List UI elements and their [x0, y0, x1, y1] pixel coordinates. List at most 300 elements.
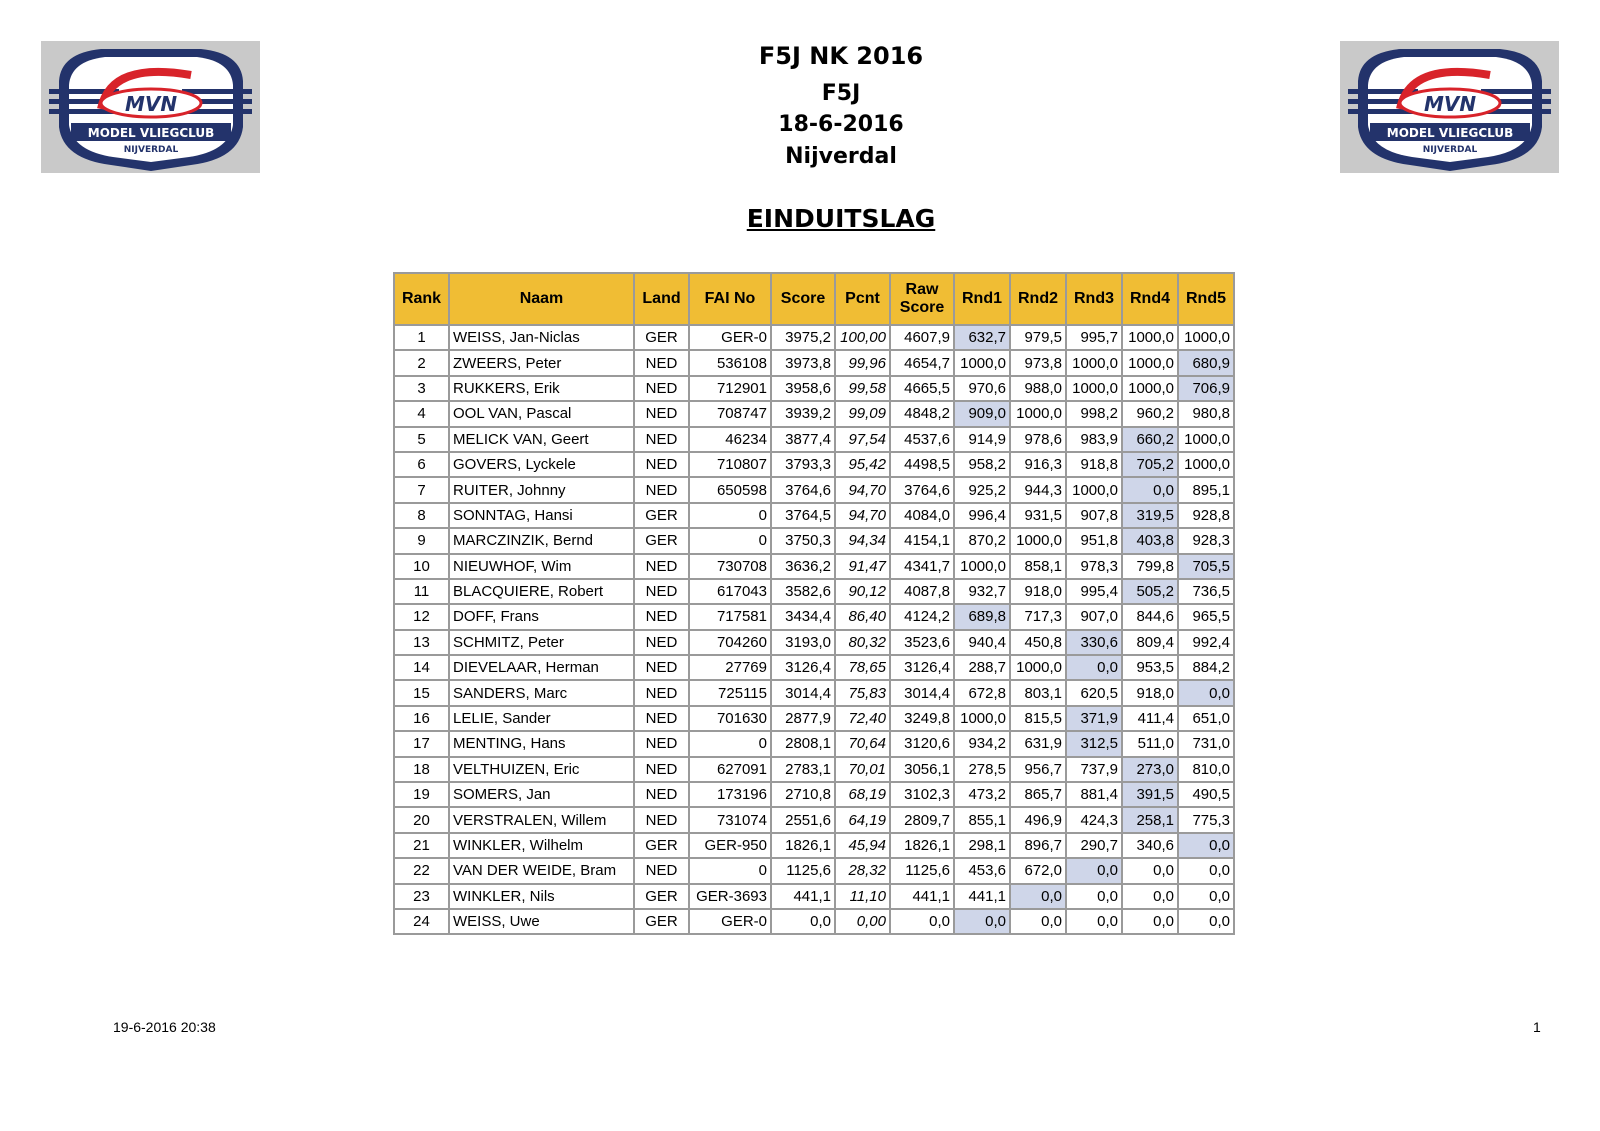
rank-cell: 16: [394, 706, 449, 731]
round-3-cell: 881,4: [1066, 782, 1122, 807]
pcnt-cell: 99,09: [835, 401, 890, 426]
name-cell: DOFF, Frans: [449, 604, 634, 629]
round-5-cell: 0,0: [1178, 884, 1234, 909]
fai-cell: 717581: [689, 604, 771, 629]
name-cell: WEISS, Uwe: [449, 909, 634, 934]
country-cell: GER: [634, 325, 689, 350]
score-cell: 2877,9: [771, 706, 835, 731]
table-row: [394, 350, 1234, 375]
round-5-cell: 651,0: [1178, 706, 1234, 731]
round-1-cell: 970,6: [954, 376, 1010, 401]
round-1-cell: 958,2: [954, 452, 1010, 477]
table-row: [394, 807, 1234, 832]
footer-timestamp: 19-6-2016 20:38: [113, 1019, 216, 1035]
round-3-cell: 0,0: [1066, 909, 1122, 934]
pcnt-cell: 99,96: [835, 350, 890, 375]
round-2-cell: 1000,0: [1010, 401, 1066, 426]
round-3-cell: 907,0: [1066, 604, 1122, 629]
round-2-cell: 896,7: [1010, 833, 1066, 858]
table-row: [394, 757, 1234, 782]
round-1-cell: 298,1: [954, 833, 1010, 858]
round-5-cell: 705,5: [1178, 554, 1234, 579]
score-cell: 2783,1: [771, 757, 835, 782]
svg-text:MVN: MVN: [1423, 92, 1477, 116]
round-4-cell: 0,0: [1122, 858, 1178, 883]
col-header: Rank: [394, 273, 449, 325]
name-cell: BLACQUIERE, Robert: [449, 579, 634, 604]
table-row: [394, 782, 1234, 807]
col-header: Rnd2: [1010, 273, 1066, 325]
pcnt-cell: 72,40: [835, 706, 890, 731]
round-1-cell: 1000,0: [954, 706, 1010, 731]
raw-score-cell: 4498,5: [890, 452, 954, 477]
table-row: [394, 909, 1234, 934]
round-5-cell: 928,8: [1178, 503, 1234, 528]
round-5-cell: 965,5: [1178, 604, 1234, 629]
round-5-cell: 1000,0: [1178, 452, 1234, 477]
pcnt-cell: 64,19: [835, 807, 890, 832]
raw-score-cell: 4084,0: [890, 503, 954, 528]
round-4-cell: 844,6: [1122, 604, 1178, 629]
round-2-cell: 803,1: [1010, 680, 1066, 705]
rank-cell: 11: [394, 579, 449, 604]
rank-cell: 7: [394, 477, 449, 502]
round-2-cell: 717,3: [1010, 604, 1066, 629]
round-3-cell: 995,7: [1066, 325, 1122, 350]
name-cell: VERSTRALEN, Willem: [449, 807, 634, 832]
col-header: Rnd4: [1122, 273, 1178, 325]
footer-page-number: 1: [1533, 1019, 1541, 1035]
table-header-row: [394, 273, 1234, 325]
raw-score-cell: 3120,6: [890, 731, 954, 756]
round-4-cell: 960,2: [1122, 401, 1178, 426]
col-header: Land: [634, 273, 689, 325]
raw-score-cell: 1125,6: [890, 858, 954, 883]
pcnt-cell: 75,83: [835, 680, 890, 705]
round-4-cell: 799,8: [1122, 554, 1178, 579]
round-4-cell: 0,0: [1122, 477, 1178, 502]
pcnt-cell: 80,32: [835, 630, 890, 655]
round-1-cell: 473,2: [954, 782, 1010, 807]
round-2-cell: 944,3: [1010, 477, 1066, 502]
round-3-cell: 290,7: [1066, 833, 1122, 858]
country-cell: NED: [634, 731, 689, 756]
score-cell: 3434,4: [771, 604, 835, 629]
round-3-cell: 978,3: [1066, 554, 1122, 579]
round-1-cell: 914,9: [954, 427, 1010, 452]
pcnt-cell: 70,01: [835, 757, 890, 782]
name-cell: RUITER, Johnny: [449, 477, 634, 502]
pcnt-cell: 90,12: [835, 579, 890, 604]
name-cell: MARCZINZIK, Bernd: [449, 528, 634, 553]
round-4-cell: 0,0: [1122, 884, 1178, 909]
svg-text:NIJVERDAL: NIJVERDAL: [123, 145, 179, 155]
rank-cell: 21: [394, 833, 449, 858]
round-1-cell: 441,1: [954, 884, 1010, 909]
round-3-cell: 0,0: [1066, 655, 1122, 680]
col-header: Score: [771, 273, 835, 325]
round-4-cell: 809,4: [1122, 630, 1178, 655]
round-4-cell: 340,6: [1122, 833, 1178, 858]
raw-score-cell: 3249,8: [890, 706, 954, 731]
country-cell: NED: [634, 604, 689, 629]
country-cell: NED: [634, 427, 689, 452]
round-1-cell: 870,2: [954, 528, 1010, 553]
round-5-cell: 928,3: [1178, 528, 1234, 553]
pcnt-cell: 94,70: [835, 477, 890, 502]
round-5-cell: 731,0: [1178, 731, 1234, 756]
rank-cell: 3: [394, 376, 449, 401]
table-row: [394, 858, 1234, 883]
name-cell: ZWEERS, Peter: [449, 350, 634, 375]
event-class: F5J: [821, 81, 861, 106]
page-subtitle: EINDUITSLAG: [746, 204, 936, 233]
round-5-cell: 895,1: [1178, 477, 1234, 502]
table-row: [394, 325, 1234, 350]
pcnt-cell: 70,64: [835, 731, 890, 756]
round-2-cell: 815,5: [1010, 706, 1066, 731]
pcnt-cell: 94,34: [835, 528, 890, 553]
results-table: [393, 272, 1235, 935]
name-cell: LELIE, Sander: [449, 706, 634, 731]
round-2-cell: 956,7: [1010, 757, 1066, 782]
raw-score-cell: 4154,1: [890, 528, 954, 553]
raw-score-cell: 3126,4: [890, 655, 954, 680]
table-row: [394, 554, 1234, 579]
country-cell: NED: [634, 858, 689, 883]
score-cell: 3750,3: [771, 528, 835, 553]
round-3-cell: 995,4: [1066, 579, 1122, 604]
raw-score-cell: 4124,2: [890, 604, 954, 629]
country-cell: NED: [634, 630, 689, 655]
raw-score-cell: 441,1: [890, 884, 954, 909]
round-1-cell: 453,6: [954, 858, 1010, 883]
pcnt-cell: 97,54: [835, 427, 890, 452]
round-4-cell: 505,2: [1122, 579, 1178, 604]
score-cell: 2808,1: [771, 731, 835, 756]
round-4-cell: 403,8: [1122, 528, 1178, 553]
country-cell: NED: [634, 782, 689, 807]
score-cell: 3958,6: [771, 376, 835, 401]
fai-cell: GER-950: [689, 833, 771, 858]
round-3-cell: 951,8: [1066, 528, 1122, 553]
score-cell: 2710,8: [771, 782, 835, 807]
raw-score-cell: 3523,6: [890, 630, 954, 655]
name-cell: RUKKERS, Erik: [449, 376, 634, 401]
score-cell: 2551,6: [771, 807, 835, 832]
table-row: [394, 528, 1234, 553]
event-location: Nijverdal: [785, 144, 897, 169]
round-1-cell: 940,4: [954, 630, 1010, 655]
name-cell: SANDERS, Marc: [449, 680, 634, 705]
round-2-cell: 0,0: [1010, 884, 1066, 909]
round-3-cell: 312,5: [1066, 731, 1122, 756]
round-4-cell: 1000,0: [1122, 325, 1178, 350]
round-4-cell: 918,0: [1122, 680, 1178, 705]
raw-score-cell: 4087,8: [890, 579, 954, 604]
fai-cell: 725115: [689, 680, 771, 705]
round-4-cell: 0,0: [1122, 909, 1178, 934]
fai-cell: 0: [689, 503, 771, 528]
round-3-cell: 1000,0: [1066, 350, 1122, 375]
fai-cell: 536108: [689, 350, 771, 375]
fai-cell: 650598: [689, 477, 771, 502]
round-2-cell: 672,0: [1010, 858, 1066, 883]
round-3-cell: 998,2: [1066, 401, 1122, 426]
name-cell: SOMERS, Jan: [449, 782, 634, 807]
score-cell: 3793,3: [771, 452, 835, 477]
rank-cell: 8: [394, 503, 449, 528]
country-cell: NED: [634, 376, 689, 401]
country-cell: GER: [634, 884, 689, 909]
round-3-cell: 330,6: [1066, 630, 1122, 655]
rank-cell: 13: [394, 630, 449, 655]
fai-cell: GER-3693: [689, 884, 771, 909]
rank-cell: 14: [394, 655, 449, 680]
raw-score-cell: 4607,9: [890, 325, 954, 350]
pcnt-cell: 68,19: [835, 782, 890, 807]
round-2-cell: 631,9: [1010, 731, 1066, 756]
fai-cell: 617043: [689, 579, 771, 604]
name-cell: GOVERS, Lyckele: [449, 452, 634, 477]
score-cell: 3582,6: [771, 579, 835, 604]
round-5-cell: 680,9: [1178, 350, 1234, 375]
event-title: F5J NK 2016: [758, 42, 924, 70]
score-cell: 3764,5: [771, 503, 835, 528]
round-1-cell: 855,1: [954, 807, 1010, 832]
fai-cell: 173196: [689, 782, 771, 807]
col-header: Raw Score: [890, 273, 954, 325]
round-3-cell: 1000,0: [1066, 376, 1122, 401]
score-cell: 0,0: [771, 909, 835, 934]
score-cell: 3193,0: [771, 630, 835, 655]
country-cell: GER: [634, 833, 689, 858]
table-row: [394, 477, 1234, 502]
round-2-cell: 496,9: [1010, 807, 1066, 832]
round-4-cell: 660,2: [1122, 427, 1178, 452]
round-5-cell: 0,0: [1178, 680, 1234, 705]
table-row: [394, 604, 1234, 629]
name-cell: DIEVELAAR, Herman: [449, 655, 634, 680]
round-2-cell: 979,5: [1010, 325, 1066, 350]
rank-cell: 9: [394, 528, 449, 553]
table-row: [394, 731, 1234, 756]
fai-cell: 701630: [689, 706, 771, 731]
score-cell: 1125,6: [771, 858, 835, 883]
rank-cell: 17: [394, 731, 449, 756]
round-5-cell: 980,8: [1178, 401, 1234, 426]
svg-text:NIJVERDAL: NIJVERDAL: [1422, 145, 1478, 155]
table-row: [394, 427, 1234, 452]
round-1-cell: 996,4: [954, 503, 1010, 528]
rank-cell: 1: [394, 325, 449, 350]
name-cell: NIEUWHOF, Wim: [449, 554, 634, 579]
round-2-cell: 931,5: [1010, 503, 1066, 528]
raw-score-cell: 1826,1: [890, 833, 954, 858]
table-row: [394, 376, 1234, 401]
round-4-cell: 258,1: [1122, 807, 1178, 832]
country-cell: NED: [634, 655, 689, 680]
round-3-cell: 0,0: [1066, 858, 1122, 883]
round-4-cell: 273,0: [1122, 757, 1178, 782]
pcnt-cell: 0,00: [835, 909, 890, 934]
table-row: [394, 630, 1234, 655]
pcnt-cell: 45,94: [835, 833, 890, 858]
rank-cell: 10: [394, 554, 449, 579]
country-cell: NED: [634, 477, 689, 502]
round-2-cell: 1000,0: [1010, 528, 1066, 553]
fai-cell: 710807: [689, 452, 771, 477]
col-header: Pcnt: [835, 273, 890, 325]
table-row: [394, 680, 1234, 705]
raw-score-cell: 4848,2: [890, 401, 954, 426]
score-cell: 1826,1: [771, 833, 835, 858]
svg-text:MVN: MVN: [124, 92, 178, 116]
pcnt-cell: 94,70: [835, 503, 890, 528]
round-1-cell: 672,8: [954, 680, 1010, 705]
fai-cell: 0: [689, 858, 771, 883]
pcnt-cell: 11,10: [835, 884, 890, 909]
rank-cell: 24: [394, 909, 449, 934]
round-5-cell: 490,5: [1178, 782, 1234, 807]
name-cell: SONNTAG, Hansi: [449, 503, 634, 528]
round-2-cell: 918,0: [1010, 579, 1066, 604]
fai-cell: 627091: [689, 757, 771, 782]
round-1-cell: 909,0: [954, 401, 1010, 426]
raw-score-cell: 3102,3: [890, 782, 954, 807]
country-cell: NED: [634, 807, 689, 832]
round-4-cell: 391,5: [1122, 782, 1178, 807]
table-row: [394, 833, 1234, 858]
round-4-cell: 319,5: [1122, 503, 1178, 528]
fai-cell: 27769: [689, 655, 771, 680]
fai-cell: GER-0: [689, 325, 771, 350]
round-5-cell: 775,3: [1178, 807, 1234, 832]
raw-score-cell: 2809,7: [890, 807, 954, 832]
table-row: [394, 706, 1234, 731]
country-cell: GER: [634, 528, 689, 553]
col-header: Rnd5: [1178, 273, 1234, 325]
fai-cell: GER-0: [689, 909, 771, 934]
round-1-cell: 632,7: [954, 325, 1010, 350]
results-body: [394, 325, 1234, 934]
round-5-cell: 884,2: [1178, 655, 1234, 680]
col-header: Rnd3: [1066, 273, 1122, 325]
country-cell: NED: [634, 757, 689, 782]
country-cell: NED: [634, 401, 689, 426]
round-2-cell: 865,7: [1010, 782, 1066, 807]
round-2-cell: 973,8: [1010, 350, 1066, 375]
pcnt-cell: 86,40: [835, 604, 890, 629]
round-1-cell: 925,2: [954, 477, 1010, 502]
table-row: [394, 655, 1234, 680]
round-3-cell: 620,5: [1066, 680, 1122, 705]
raw-score-cell: 3764,6: [890, 477, 954, 502]
round-4-cell: 1000,0: [1122, 350, 1178, 375]
round-1-cell: 288,7: [954, 655, 1010, 680]
round-3-cell: 907,8: [1066, 503, 1122, 528]
raw-score-cell: 4654,7: [890, 350, 954, 375]
name-cell: WEISS, Jan-Niclas: [449, 325, 634, 350]
country-cell: GER: [634, 503, 689, 528]
raw-score-cell: 4665,5: [890, 376, 954, 401]
round-2-cell: 988,0: [1010, 376, 1066, 401]
table-row: [394, 884, 1234, 909]
score-cell: 3975,2: [771, 325, 835, 350]
fai-cell: 712901: [689, 376, 771, 401]
round-5-cell: 1000,0: [1178, 427, 1234, 452]
country-cell: NED: [634, 554, 689, 579]
round-2-cell: 0,0: [1010, 909, 1066, 934]
col-header: FAI No: [689, 273, 771, 325]
country-cell: NED: [634, 706, 689, 731]
score-cell: 3764,6: [771, 477, 835, 502]
country-cell: NED: [634, 452, 689, 477]
pcnt-cell: 78,65: [835, 655, 890, 680]
round-1-cell: 934,2: [954, 731, 1010, 756]
raw-score-cell: 3014,4: [890, 680, 954, 705]
score-cell: 3877,4: [771, 427, 835, 452]
svg-text:MODEL VLIEGCLUB: MODEL VLIEGCLUB: [1386, 126, 1514, 140]
round-5-cell: 706,9: [1178, 376, 1234, 401]
pcnt-cell: 95,42: [835, 452, 890, 477]
name-cell: VELTHUIZEN, Eric: [449, 757, 634, 782]
score-cell: 3126,4: [771, 655, 835, 680]
country-cell: NED: [634, 680, 689, 705]
country-cell: NED: [634, 350, 689, 375]
name-cell: VAN DER WEIDE, Bram: [449, 858, 634, 883]
name-cell: OOL VAN, Pascal: [449, 401, 634, 426]
table-row: [394, 579, 1234, 604]
fai-cell: 704260: [689, 630, 771, 655]
svg-text:MODEL VLIEGCLUB: MODEL VLIEGCLUB: [87, 126, 215, 140]
round-5-cell: 1000,0: [1178, 325, 1234, 350]
round-3-cell: 424,3: [1066, 807, 1122, 832]
raw-score-cell: 4341,7: [890, 554, 954, 579]
score-cell: 3014,4: [771, 680, 835, 705]
round-2-cell: 1000,0: [1010, 655, 1066, 680]
pcnt-cell: 100,00: [835, 325, 890, 350]
round-1-cell: 932,7: [954, 579, 1010, 604]
round-4-cell: 1000,0: [1122, 376, 1178, 401]
fai-cell: 46234: [689, 427, 771, 452]
round-5-cell: 736,5: [1178, 579, 1234, 604]
round-5-cell: 992,4: [1178, 630, 1234, 655]
raw-score-cell: 3056,1: [890, 757, 954, 782]
round-1-cell: 1000,0: [954, 554, 1010, 579]
round-3-cell: 371,9: [1066, 706, 1122, 731]
fai-cell: 708747: [689, 401, 771, 426]
round-1-cell: 1000,0: [954, 350, 1010, 375]
table-row: [394, 401, 1234, 426]
rank-cell: 18: [394, 757, 449, 782]
round-3-cell: 983,9: [1066, 427, 1122, 452]
country-cell: GER: [634, 909, 689, 934]
round-1-cell: 689,8: [954, 604, 1010, 629]
pcnt-cell: 28,32: [835, 858, 890, 883]
round-4-cell: 953,5: [1122, 655, 1178, 680]
rank-cell: 5: [394, 427, 449, 452]
name-cell: MELICK VAN, Geert: [449, 427, 634, 452]
score-cell: 441,1: [771, 884, 835, 909]
table-row: [394, 452, 1234, 477]
rank-cell: 12: [394, 604, 449, 629]
pcnt-cell: 99,58: [835, 376, 890, 401]
fai-cell: 730708: [689, 554, 771, 579]
score-cell: 3973,8: [771, 350, 835, 375]
round-4-cell: 511,0: [1122, 731, 1178, 756]
rank-cell: 22: [394, 858, 449, 883]
